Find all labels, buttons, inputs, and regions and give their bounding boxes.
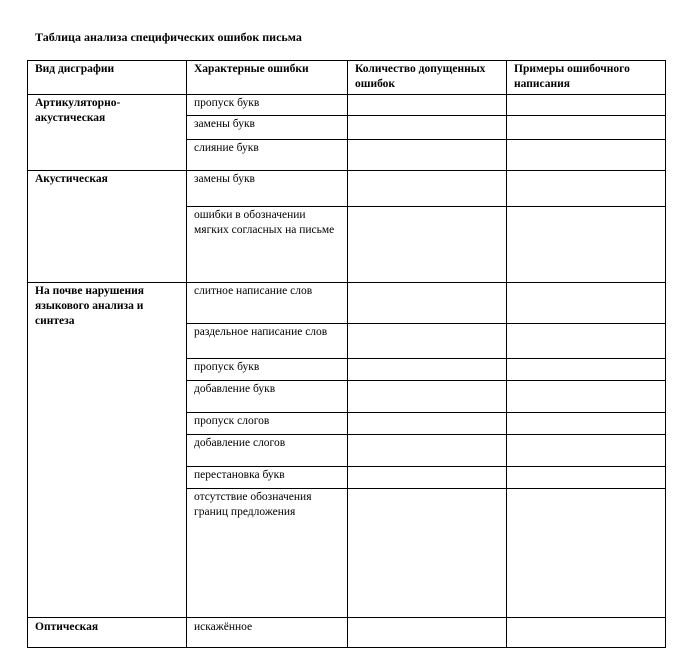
count-cell bbox=[348, 413, 507, 435]
example-cell bbox=[507, 381, 666, 413]
count-cell bbox=[348, 618, 507, 648]
table-header-row bbox=[28, 61, 666, 95]
table-row bbox=[28, 95, 666, 116]
count-cell bbox=[348, 207, 507, 283]
error-cell: пропуск букв bbox=[187, 95, 348, 116]
count-cell bbox=[348, 489, 507, 618]
error-cell: отсутствие обозначения границ предложения bbox=[187, 489, 348, 618]
count-cell bbox=[348, 95, 507, 116]
count-cell bbox=[348, 140, 507, 171]
count-cell bbox=[348, 381, 507, 413]
error-cell: пропуск букв bbox=[187, 359, 348, 381]
example-cell bbox=[507, 324, 666, 359]
dysgraphia-type-cell: Оптическая bbox=[28, 618, 187, 648]
example-cell bbox=[507, 283, 666, 324]
example-cell bbox=[507, 359, 666, 381]
error-cell: искажённое bbox=[187, 618, 348, 648]
count-cell bbox=[348, 467, 507, 489]
table-row bbox=[28, 171, 666, 207]
example-cell bbox=[507, 467, 666, 489]
table-row bbox=[28, 618, 666, 648]
example-cell bbox=[507, 618, 666, 648]
header-error-count: Количество допущенных ошибок bbox=[348, 61, 507, 95]
header-typical-errors: Характерные ошибки bbox=[187, 61, 348, 95]
error-cell: перестановка букв bbox=[187, 467, 348, 489]
error-cell: раздельное написание слов bbox=[187, 324, 348, 359]
document-title: Таблица анализа специфических ошибок письма bbox=[35, 30, 302, 44]
count-cell bbox=[348, 324, 507, 359]
example-cell bbox=[507, 116, 666, 140]
error-cell: замены букв bbox=[187, 116, 348, 140]
count-cell bbox=[348, 171, 507, 207]
error-analysis-table bbox=[27, 60, 666, 648]
error-cell: замены букв bbox=[187, 171, 348, 207]
dysgraphia-type-cell: На почве нарушения языкового анализа и синтеза bbox=[28, 283, 187, 618]
header-error-examples: Примеры ошибочного написания bbox=[507, 61, 666, 95]
count-cell bbox=[348, 435, 507, 467]
count-cell bbox=[348, 116, 507, 140]
error-cell: добавление букв bbox=[187, 381, 348, 413]
example-cell bbox=[507, 435, 666, 467]
error-cell: слитное написание слов bbox=[187, 283, 348, 324]
header-dysgraphia-type: Вид дисграфии bbox=[28, 61, 187, 95]
example-cell bbox=[507, 171, 666, 207]
example-cell bbox=[507, 140, 666, 171]
example-cell bbox=[507, 207, 666, 283]
error-cell: ошибки в обозначении мягких согласных на письме bbox=[187, 207, 348, 283]
example-cell bbox=[507, 489, 666, 618]
error-cell: слияние букв bbox=[187, 140, 348, 171]
error-cell: пропуск слогов bbox=[187, 413, 348, 435]
count-cell bbox=[348, 359, 507, 381]
dysgraphia-type-cell: Акустическая bbox=[28, 171, 187, 283]
table-row bbox=[28, 283, 666, 324]
error-cell: добавление слогов bbox=[187, 435, 348, 467]
dysgraphia-type-cell: Артикуляторно-акустическая bbox=[28, 95, 187, 171]
count-cell bbox=[348, 283, 507, 324]
example-cell bbox=[507, 413, 666, 435]
example-cell bbox=[507, 95, 666, 116]
